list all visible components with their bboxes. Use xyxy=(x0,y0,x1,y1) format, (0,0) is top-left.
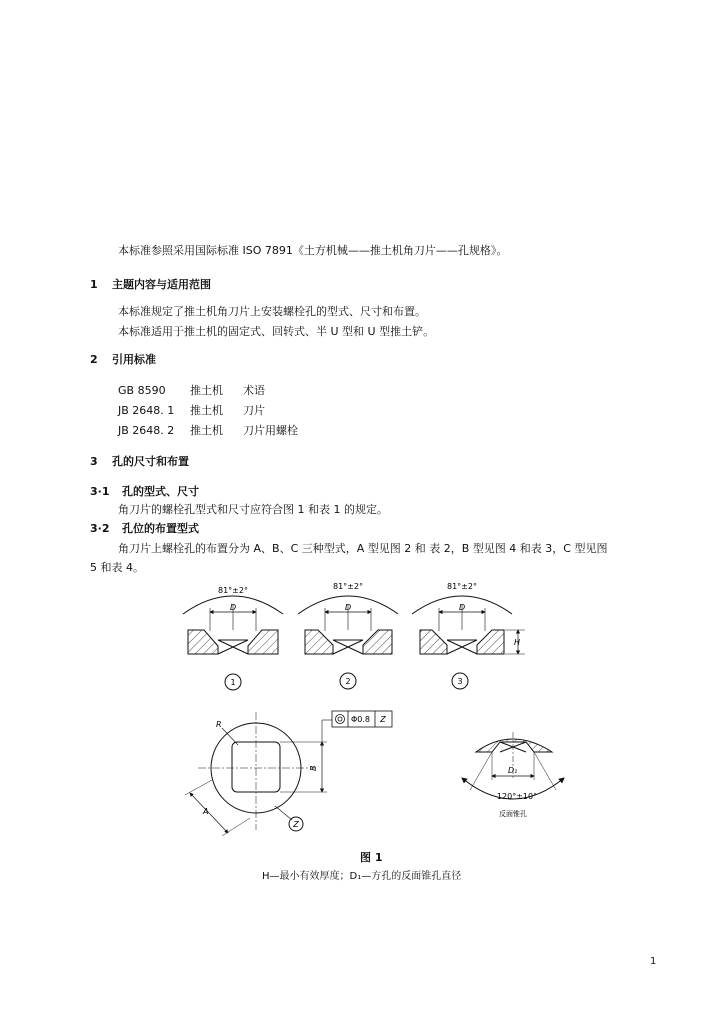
ref-code: JB 2648. 1 xyxy=(118,404,175,417)
d-label: D xyxy=(345,603,352,612)
tolerance-datum: Z xyxy=(380,715,386,724)
h-label: H xyxy=(514,638,521,647)
ref-name: 推土机 xyxy=(190,424,223,437)
section-2-title: 引用标准 xyxy=(112,353,156,366)
section-3-2-text-line-1: 角刀片上螺栓孔的布置分为 A、B、C 三种型式，A 型见图 2 和 表 2，B 型见图 4 和表 3，C 型见图 xyxy=(118,542,608,555)
r-label: R xyxy=(216,720,222,729)
d1-label: D₁ xyxy=(508,766,518,775)
section-3-number: 3 xyxy=(90,455,98,468)
ref-name: 推土机 xyxy=(190,404,223,417)
intro-text: 本标准参照采用国际标准 ISO 7891《土方机械——推土机角刀片——孔规格》。 xyxy=(118,244,508,257)
figure-caption: 图 1 xyxy=(360,851,383,864)
d-label: D xyxy=(459,603,466,612)
cone-caption: 反面锥孔 xyxy=(499,810,527,818)
section-3-2-text-line-2: 5 和表 4。 xyxy=(90,561,144,574)
section-1-title: 主题内容与适用范围 xyxy=(112,278,211,291)
ref-desc: 刀片用螺栓 xyxy=(243,424,298,437)
callout-number-2: 2 xyxy=(345,677,351,686)
section-3-1-text: 角刀片的螺栓孔型式和尺寸应符合图 1 和表 1 的规定。 xyxy=(118,503,388,516)
ref-name: 推土机 xyxy=(190,384,223,397)
page-number: 1 xyxy=(650,956,657,967)
section-3-2-title: 孔位的布置型式 xyxy=(122,522,199,535)
callout-number-3: 3 xyxy=(457,677,463,686)
figure-note: H—最小有效厚度；D₁—方孔的反面锥孔直径 xyxy=(262,871,462,882)
section-3-1-title: 孔的型式、尺寸 xyxy=(122,485,199,498)
z-datum-label: Z xyxy=(293,820,299,829)
angle-label-2: 81°±2° xyxy=(333,582,363,591)
section-3-2-number: 3·2 xyxy=(90,522,110,535)
hole-section-3 xyxy=(412,596,525,654)
section-1-number: 1 xyxy=(90,278,98,291)
section-3-1-number: 3·1 xyxy=(90,485,110,498)
angle-label-3: 81°±2° xyxy=(447,582,477,591)
d-label: D xyxy=(230,603,237,612)
cone-angle-label: 120°±10° xyxy=(496,792,538,801)
section-2-number: 2 xyxy=(90,353,98,366)
plan-view xyxy=(185,712,332,836)
a-label: A xyxy=(203,807,209,816)
section-3-title: 孔的尺寸和布置 xyxy=(112,455,189,468)
ref-desc: 术语 xyxy=(243,384,265,397)
section-1-paragraph-1: 本标准规定了推土机角刀片上安装螺栓孔的型式、尺寸和布置。 xyxy=(118,305,426,318)
section-1-paragraph-2: 本标准适用于推土机的固定式、回转式、半 U 型和 U 型推土铲。 xyxy=(118,325,435,338)
ref-desc: 刀片 xyxy=(243,404,265,417)
b-label: B xyxy=(309,765,318,771)
ref-code: GB 8590 xyxy=(118,384,166,397)
angle-label-1: 81°±2° xyxy=(218,586,248,595)
tolerance-value: Φ0.8 xyxy=(351,715,371,724)
callout-number-1: 1 xyxy=(230,678,236,687)
ref-code: JB 2648. 2 xyxy=(118,424,175,437)
